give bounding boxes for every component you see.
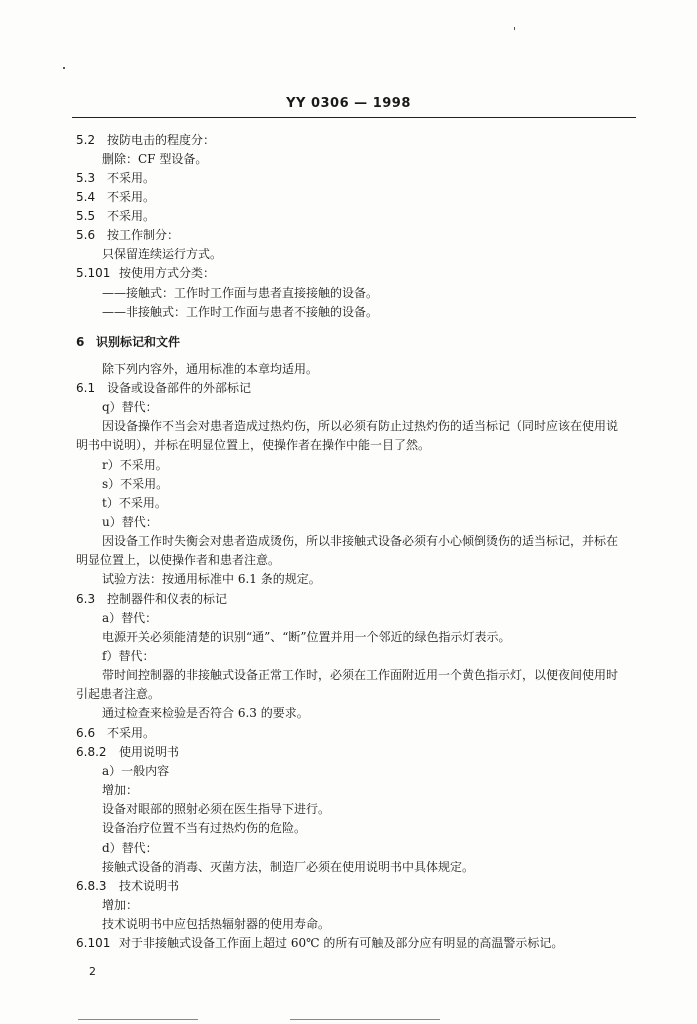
clause-number: 5.3: [76, 171, 96, 185]
body-text: 因设备工作时失衡会对患者造成烫伤，所以非接触式设备必须有小心倾倒烫伤的适当标记，并标在: [102, 534, 619, 548]
body-line: [102, 400, 158, 414]
clause-text: 按工作制分：: [107, 228, 180, 242]
body-text: 只保留连续运行方式。: [102, 247, 223, 261]
clause-text: 不采用。: [107, 171, 156, 185]
body-text: t）不采用。: [102, 496, 167, 510]
body-line: [102, 496, 167, 510]
page-number: 2: [89, 965, 96, 978]
clause-6-101: [76, 936, 563, 950]
body-text: 通过检查来检验是否符合 6.3 的要求。: [102, 706, 309, 720]
body-line: [102, 152, 207, 166]
body-text: 增加：: [102, 783, 139, 797]
clause-6-6: [76, 726, 155, 740]
clause-text: 按使用方式分类：: [119, 266, 216, 280]
body-text: 因设备操作不当会对患者造成过热灼伤，所以必须有防止过热灼伤的适当标记（同时应该在使用说: [102, 419, 619, 433]
body-text: 引起患者注意。: [76, 687, 161, 701]
clause-5-5: [76, 209, 155, 223]
body-text: d）替代：: [102, 841, 158, 855]
clause-number: 6.8.3: [76, 879, 107, 893]
clause-text: 控制器件和仪表的标记: [107, 592, 228, 606]
body-text: 试验方法：按通用标准中 6.1 条的规定。: [102, 572, 321, 586]
body-line: [102, 458, 168, 472]
body-text: 带时间控制器的非接触式设备正常工作时，必须在工作面附近用一个黄色指示灯，以便夜间使用时: [102, 668, 619, 682]
clause-text: 设备或设备部件的外部标记: [107, 381, 252, 395]
section-number: 6: [76, 335, 85, 349]
body-text: 除下列内容外，通用标准的本章均适用。: [102, 362, 319, 376]
body-line: [102, 534, 618, 548]
clause-6-8-2: [76, 745, 179, 759]
body-text: 接触式设备的消毒、灭菌方法，制造厂必须在使用说明书中具体规定。: [102, 860, 475, 874]
body-text: 删除：CF 型设备。: [102, 152, 208, 166]
body-line: [102, 764, 169, 778]
scan-speck: [63, 67, 65, 69]
body-text: a）替代：: [102, 611, 158, 625]
clause-text: 技术说明书: [119, 879, 180, 893]
clause-5-6: [76, 228, 179, 242]
body-line: [102, 362, 318, 376]
body-line: [102, 286, 378, 300]
body-line: [102, 630, 511, 644]
body-text: 明书中说明），并标在明显位置上，使操作者在操作中能一目了然。: [76, 438, 431, 452]
clause-5-2: [76, 133, 215, 147]
body-text: ——接触式：工作时工作面与患者直接接触的设备。: [102, 286, 379, 300]
body-line: [102, 611, 157, 625]
body-line: [76, 687, 160, 701]
body-text: s）不采用。: [102, 477, 169, 491]
clause-text: 不采用。: [107, 209, 156, 223]
body-line: [102, 649, 154, 663]
body-line: [102, 860, 474, 874]
body-line: [102, 305, 378, 319]
clause-text: 使用说明书: [119, 745, 180, 759]
body-text: ——非接触式：工作时工作面与患者不接触的设备。: [102, 305, 379, 319]
body-text: 明显位置上，以使操作者和患者注意。: [76, 553, 281, 567]
standard-code-header: YY 0306 — 1998: [286, 96, 411, 111]
clause-text: 不采用。: [107, 190, 156, 204]
body-line: [102, 917, 330, 931]
body-text: q）替代：: [102, 400, 158, 414]
section-title: 识别标记和文件: [96, 335, 181, 349]
section-6-heading: [76, 335, 180, 349]
body-line: [102, 802, 330, 816]
body-text: u）替代：: [102, 515, 158, 529]
body-line: [76, 553, 280, 567]
clause-text: 不采用。: [107, 726, 156, 740]
body-text: 技术说明书中应包括热辐射器的使用寿命。: [102, 917, 331, 931]
body-text: a）一般内容: [102, 764, 170, 778]
body-text: 设备治疗位置不当有过热灼伤的危险。: [102, 821, 307, 835]
body-text: 增加：: [102, 898, 139, 912]
body-line: [102, 706, 309, 720]
scan-speck: [514, 27, 515, 30]
clause-number: 5.2: [76, 133, 96, 147]
body-line: [102, 515, 158, 529]
clause-6-8-3: [76, 879, 179, 893]
body-line: [102, 477, 168, 491]
body-text: f）替代：: [102, 649, 155, 663]
body-line: [76, 438, 430, 452]
body-line: [102, 572, 321, 586]
clause-number: 5.4: [76, 190, 96, 204]
body-text: r）不采用。: [102, 458, 168, 472]
clause-number: 6.1: [76, 381, 96, 395]
clause-5-4: [76, 190, 155, 204]
header-rule: [72, 117, 636, 118]
body-line: [102, 821, 306, 835]
clause-6-1: [76, 381, 251, 395]
body-text: 电源开关必须能清楚的识别“通”、“断”位置并用一个邻近的绿色指示灯表示。: [102, 630, 511, 644]
clause-5-101: [76, 266, 215, 280]
body-line: [102, 898, 138, 912]
clause-number: 5.5: [76, 209, 96, 223]
clause-number: 5.101: [76, 266, 111, 280]
body-line: [102, 419, 618, 433]
body-line: [102, 841, 158, 855]
scan-edge-mark: [78, 1019, 198, 1020]
clause-5-3: [76, 171, 155, 185]
body-line: [102, 247, 222, 261]
clause-number: 6.6: [76, 726, 96, 740]
clause-text: 按防电击的程度分：: [107, 133, 216, 147]
clause-number: 5.6: [76, 228, 96, 242]
clause-text: 对于非接触式设备工作面上超过 60℃ 的所有可触及部分应有明显的高温警示标记。: [119, 936, 564, 950]
body-text: 设备对眼部的照射必须在医生指导下进行。: [102, 802, 331, 816]
clause-number: 6.8.2: [76, 745, 107, 759]
clause-number: 6.3: [76, 592, 96, 606]
clause-6-3: [76, 592, 227, 606]
scan-edge-mark: [290, 1019, 440, 1020]
body-line: [102, 668, 618, 682]
body-line: [102, 783, 138, 797]
clause-number: 6.101: [76, 936, 111, 950]
